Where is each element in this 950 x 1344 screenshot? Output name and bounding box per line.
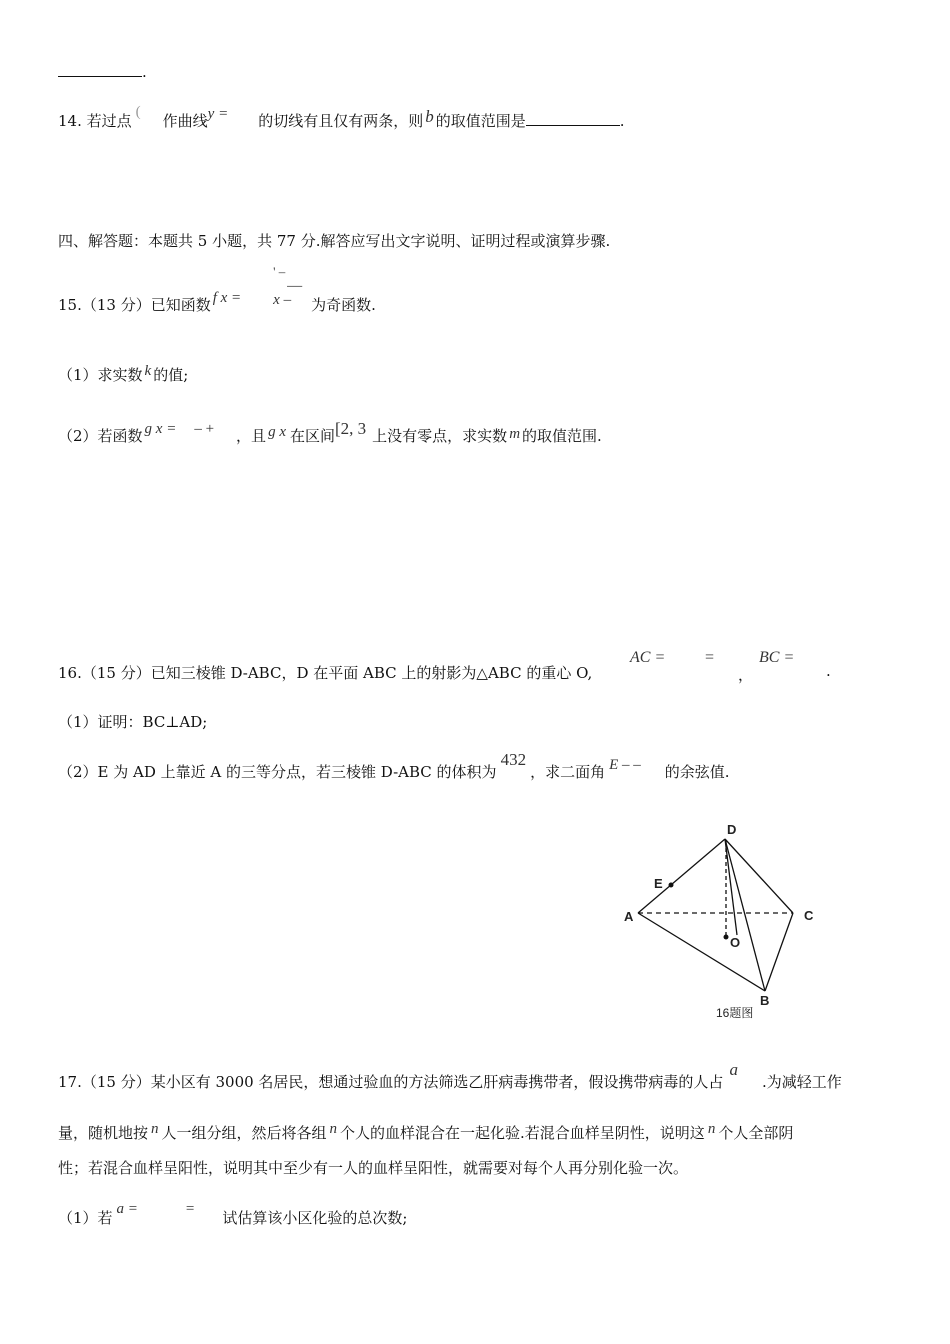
- q17-part-1: [58, 1201, 408, 1228]
- q16-end: .: [826, 662, 831, 680]
- q15-tail: 为奇函数.: [311, 296, 376, 314]
- edge-DO: [725, 839, 737, 935]
- question-16: [58, 662, 592, 683]
- q15-p2-e: 的取值范围.: [522, 427, 602, 445]
- label-A: A: [624, 909, 634, 924]
- q15-head: 15.（13 分）已知函数: [58, 296, 211, 314]
- q15-p2-text: （2）若函数: [58, 427, 143, 445]
- figure-caption: 16题图: [716, 1006, 754, 1020]
- question-17-line-2: [58, 1122, 793, 1143]
- q15-interval: [2, 3: [335, 419, 367, 438]
- q15-numerator: ' –: [273, 264, 286, 279]
- q14-text-d: 的取值范围是: [435, 112, 526, 130]
- q17-eq: =: [185, 1201, 195, 1217]
- q14-tail: .: [619, 112, 625, 130]
- q17-line2-b: 人一组分组，然后将各组: [161, 1124, 327, 1142]
- edge-BC: [765, 913, 793, 991]
- edge-DB: [725, 839, 765, 991]
- q14-point: (: [135, 104, 141, 120]
- q16-head: 16.（15 分）已知三棱锥 D-ABC，D 在平面 ABC 上的射影为△ABC 的重心 O,: [58, 664, 593, 682]
- q15-p2-b: ，且: [236, 427, 267, 445]
- q15-gx-rest: – +: [194, 421, 215, 437]
- q15-denominator: x –: [273, 292, 292, 308]
- q16-part-2: [58, 750, 730, 782]
- question-14: [58, 104, 625, 131]
- q16-ac: AC =: [630, 649, 666, 666]
- q14-text-b: 作曲线: [162, 112, 208, 130]
- q15-p2-d: 上没有零点，求实数: [372, 427, 508, 445]
- q13-answer-line: [58, 62, 147, 81]
- q16-volume: 432: [500, 750, 527, 769]
- q15-part-1: [58, 364, 188, 385]
- q14-var-b: b: [425, 107, 434, 126]
- point-E: [669, 883, 674, 888]
- q16-p2-b: ，求二面角: [530, 763, 606, 781]
- answer-blank: [58, 62, 142, 77]
- label-D: D: [727, 822, 737, 837]
- question-17-line-1: [58, 1060, 842, 1092]
- q15-gx2: g x: [268, 424, 286, 440]
- label-O: O: [730, 935, 741, 950]
- edge-AB: [638, 913, 765, 991]
- q16-eq: =: [705, 649, 715, 666]
- q14-curve-expr: y =: [207, 106, 229, 122]
- q16-bc: BC =: [759, 649, 795, 666]
- q17-p1-text: （1）若: [58, 1209, 113, 1227]
- q16-p2-text: （2）E 为 AD 上靠近 A 的三等分点，若三棱锥 D-ABC 的体积为: [58, 763, 497, 781]
- pyramid-figure: [600, 815, 840, 1025]
- q15-fraction: [273, 264, 311, 310]
- q15-fraction-bar: —: [287, 278, 303, 294]
- label-C: C: [804, 908, 814, 923]
- q15-part-2: [58, 419, 602, 446]
- q15-p1-tail: 的值;: [153, 366, 189, 384]
- q15-var-k: k: [144, 363, 152, 379]
- section-heading: 四、解答题：本题共 5 小题，共 77 分.解答应写出文字说明、证明过程或演算步骤.: [58, 232, 611, 250]
- q17-line2-c: 个人的血样混合在一起化验.若混合血样呈阴性，说明这: [340, 1124, 705, 1142]
- q16-part-1: （1）证明：BC⊥AD;: [58, 713, 208, 731]
- q17-var-n: n: [329, 1121, 338, 1137]
- q14-number: 14.: [58, 112, 82, 130]
- q16-dihedral-angle: E – –: [609, 757, 641, 773]
- question-15: [58, 264, 376, 315]
- q17-line2-a: 量，随机地按: [58, 1124, 149, 1142]
- q17-p1-tail: 试估算该小区化验的总次数;: [222, 1209, 408, 1227]
- q16-p2-c: 的余弦值.: [664, 763, 730, 781]
- label-B: B: [760, 993, 770, 1008]
- label-E: E: [654, 876, 663, 891]
- answer-blank: [526, 111, 620, 126]
- q17-a-eq: a =: [116, 1201, 138, 1217]
- q14-text-c: 的切线有且仅有两条，则: [258, 112, 424, 130]
- q13-tail: .: [142, 63, 147, 81]
- q16-comma: ，: [738, 666, 754, 684]
- q17-var-a: a: [729, 1060, 738, 1079]
- question-17-line-3: 性；若混合血样呈阳性，说明其中至少有一人的血样呈阳性，就需要对每个人再分别化验一次。: [58, 1159, 689, 1177]
- q15-gx: g x =: [144, 421, 177, 437]
- q17-line1-text: 17.（15 分）某小区有 3000 名居民，想通过验血的方法筛选乙肝病毒携带者，假设携带病毒的人占: [58, 1073, 724, 1091]
- q14-text-a: 若过点: [86, 112, 132, 130]
- q17-line2-d: 个人全部阴: [718, 1124, 794, 1142]
- q15-fx: f x =: [212, 290, 242, 306]
- q17-var-n: n: [151, 1121, 159, 1137]
- q15-var-m: m: [509, 426, 521, 442]
- q15-p2-c: 在区间: [289, 427, 335, 445]
- q15-p1-text: （1）求实数: [58, 366, 143, 384]
- edge-DA: [638, 839, 725, 913]
- q17-var-n: n: [707, 1121, 716, 1137]
- q17-line1-tail: .为减轻工作: [761, 1073, 842, 1091]
- point-O: [724, 935, 729, 940]
